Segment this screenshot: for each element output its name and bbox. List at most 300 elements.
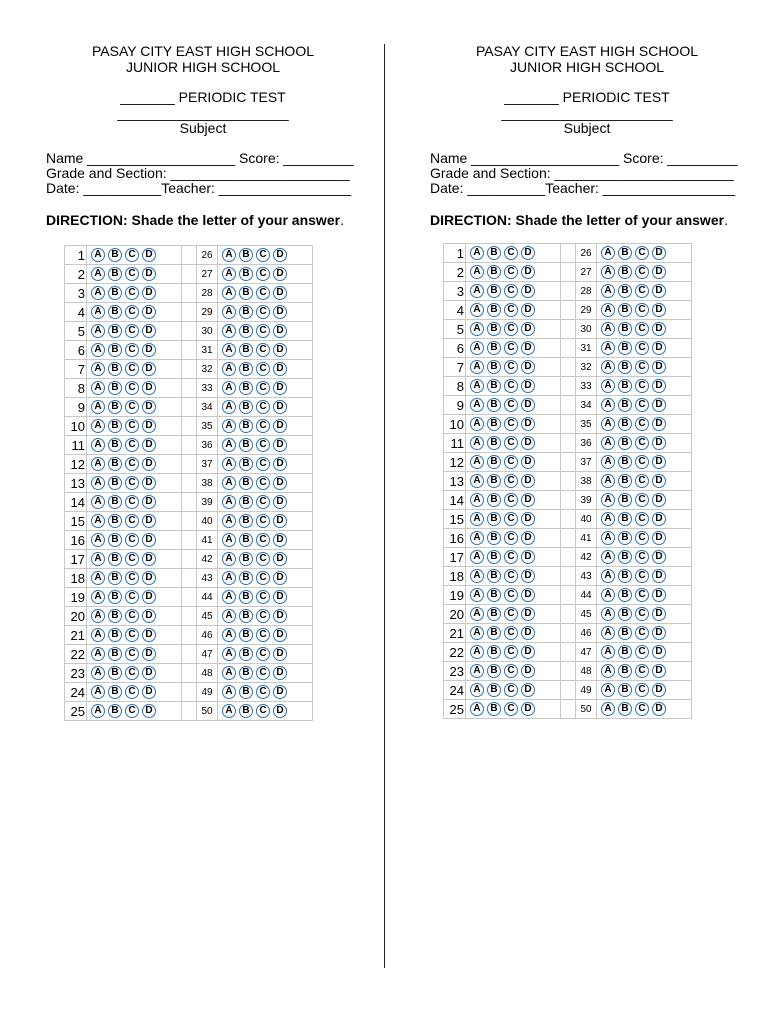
bubble-a[interactable]: A [222, 628, 236, 642]
bubble-d[interactable]: D [521, 303, 535, 317]
bubble-b[interactable]: B [487, 341, 501, 355]
bubble-b[interactable]: B [487, 531, 501, 545]
bubble-d[interactable]: D [521, 265, 535, 279]
bubble-b[interactable]: B [108, 628, 122, 642]
bubble-b[interactable]: B [239, 628, 253, 642]
bubble-c[interactable]: C [125, 704, 139, 718]
bubble-d[interactable]: D [273, 324, 287, 338]
bubble-a[interactable]: A [91, 267, 105, 281]
bubble-d[interactable]: D [521, 417, 535, 431]
bubble-d[interactable]: D [652, 493, 666, 507]
bubble-a[interactable]: A [470, 550, 484, 564]
bubble-a[interactable]: A [470, 417, 484, 431]
bubble-b[interactable]: B [487, 702, 501, 716]
bubble-d[interactable]: D [273, 400, 287, 414]
bubble-b[interactable]: B [618, 265, 632, 279]
bubble-c[interactable]: C [504, 379, 518, 393]
bubble-b[interactable]: B [618, 284, 632, 298]
bubble-c[interactable]: C [504, 455, 518, 469]
bubble-c[interactable]: C [256, 476, 270, 490]
bubble-a[interactable]: A [470, 569, 484, 583]
bubble-b[interactable]: B [239, 552, 253, 566]
bubble-d[interactable]: D [142, 305, 156, 319]
bubble-c[interactable]: C [125, 666, 139, 680]
bubble-c[interactable]: C [635, 246, 649, 260]
bubble-b[interactable]: B [108, 685, 122, 699]
bubble-b[interactable]: B [239, 609, 253, 623]
bubble-b[interactable]: B [239, 647, 253, 661]
bubble-c[interactable]: C [125, 495, 139, 509]
bubble-a[interactable]: A [601, 436, 615, 450]
bubble-d[interactable]: D [521, 626, 535, 640]
bubble-a[interactable]: A [601, 474, 615, 488]
bubble-c[interactable]: C [635, 265, 649, 279]
bubble-c[interactable]: C [635, 493, 649, 507]
bubble-a[interactable]: A [601, 531, 615, 545]
bubble-c[interactable]: C [256, 533, 270, 547]
bubble-c[interactable]: C [504, 303, 518, 317]
bubble-d[interactable]: D [521, 341, 535, 355]
bubble-b[interactable]: B [108, 495, 122, 509]
bubble-a[interactable]: A [91, 533, 105, 547]
bubble-a[interactable]: A [222, 685, 236, 699]
bubble-d[interactable]: D [521, 398, 535, 412]
bubble-d[interactable]: D [521, 436, 535, 450]
bubble-d[interactable]: D [142, 514, 156, 528]
bubble-b[interactable]: B [618, 569, 632, 583]
bubble-b[interactable]: B [108, 305, 122, 319]
bubble-c[interactable]: C [256, 628, 270, 642]
bubble-b[interactable]: B [239, 704, 253, 718]
bubble-d[interactable]: D [652, 341, 666, 355]
bubble-d[interactable]: D [521, 512, 535, 526]
bubble-d[interactable]: D [652, 360, 666, 374]
bubble-c[interactable]: C [256, 514, 270, 528]
bubble-d[interactable]: D [142, 457, 156, 471]
bubble-a[interactable]: A [470, 360, 484, 374]
bubble-a[interactable]: A [222, 343, 236, 357]
bubble-b[interactable]: B [239, 400, 253, 414]
bubble-d[interactable]: D [273, 457, 287, 471]
bubble-d[interactable]: D [142, 286, 156, 300]
bubble-d[interactable]: D [273, 590, 287, 604]
bubble-c[interactable]: C [256, 248, 270, 262]
bubble-b[interactable]: B [239, 495, 253, 509]
bubble-c[interactable]: C [635, 702, 649, 716]
bubble-a[interactable]: A [91, 343, 105, 357]
bubble-b[interactable]: B [239, 476, 253, 490]
bubble-c[interactable]: C [256, 704, 270, 718]
bubble-c[interactable]: C [504, 588, 518, 602]
bubble-c[interactable]: C [504, 417, 518, 431]
bubble-d[interactable]: D [142, 609, 156, 623]
bubble-a[interactable]: A [91, 704, 105, 718]
bubble-c[interactable]: C [635, 455, 649, 469]
bubble-d[interactable]: D [142, 381, 156, 395]
bubble-d[interactable]: D [652, 531, 666, 545]
bubble-d[interactable]: D [142, 419, 156, 433]
bubble-b[interactable]: B [487, 265, 501, 279]
bubble-a[interactable]: A [601, 702, 615, 716]
bubble-d[interactable]: D [142, 438, 156, 452]
bubble-a[interactable]: A [601, 664, 615, 678]
bubble-d[interactable]: D [273, 286, 287, 300]
bubble-a[interactable]: A [601, 341, 615, 355]
bubble-c[interactable]: C [635, 626, 649, 640]
bubble-c[interactable]: C [256, 267, 270, 281]
bubble-d[interactable]: D [521, 550, 535, 564]
bubble-a[interactable]: A [601, 246, 615, 260]
bubble-b[interactable]: B [239, 571, 253, 585]
bubble-a[interactable]: A [91, 495, 105, 509]
bubble-c[interactable]: C [504, 531, 518, 545]
bubble-c[interactable]: C [635, 683, 649, 697]
bubble-b[interactable]: B [239, 362, 253, 376]
bubble-d[interactable]: D [142, 685, 156, 699]
bubble-d[interactable]: D [273, 628, 287, 642]
bubble-d[interactable]: D [142, 324, 156, 338]
bubble-a[interactable]: A [91, 476, 105, 490]
bubble-b[interactable]: B [487, 550, 501, 564]
bubble-a[interactable]: A [222, 533, 236, 547]
bubble-a[interactable]: A [470, 322, 484, 336]
bubble-b[interactable]: B [108, 647, 122, 661]
bubble-d[interactable]: D [142, 343, 156, 357]
bubble-b[interactable]: B [618, 607, 632, 621]
bubble-b[interactable]: B [108, 400, 122, 414]
bubble-b[interactable]: B [108, 609, 122, 623]
bubble-c[interactable]: C [635, 322, 649, 336]
bubble-d[interactable]: D [273, 514, 287, 528]
bubble-c[interactable]: C [125, 400, 139, 414]
bubble-b[interactable]: B [239, 343, 253, 357]
bubble-d[interactable]: D [521, 455, 535, 469]
bubble-b[interactable]: B [487, 398, 501, 412]
bubble-c[interactable]: C [125, 476, 139, 490]
bubble-b[interactable]: B [487, 569, 501, 583]
bubble-c[interactable]: C [635, 512, 649, 526]
bubble-a[interactable]: A [601, 303, 615, 317]
bubble-a[interactable]: A [601, 398, 615, 412]
bubble-a[interactable]: A [222, 571, 236, 585]
bubble-d[interactable]: D [142, 647, 156, 661]
bubble-c[interactable]: C [125, 324, 139, 338]
bubble-a[interactable]: A [91, 628, 105, 642]
bubble-b[interactable]: B [618, 455, 632, 469]
bubble-b[interactable]: B [108, 457, 122, 471]
bubble-d[interactable]: D [273, 647, 287, 661]
bubble-c[interactable]: C [125, 419, 139, 433]
bubble-d[interactable]: D [142, 666, 156, 680]
bubble-b[interactable]: B [618, 626, 632, 640]
bubble-d[interactable]: D [521, 702, 535, 716]
bubble-c[interactable]: C [256, 495, 270, 509]
bubble-d[interactable]: D [652, 436, 666, 450]
bubble-d[interactable]: D [652, 474, 666, 488]
bubble-a[interactable]: A [91, 305, 105, 319]
bubble-c[interactable]: C [256, 419, 270, 433]
bubble-a[interactable]: A [470, 512, 484, 526]
bubble-b[interactable]: B [108, 248, 122, 262]
bubble-d[interactable]: D [273, 419, 287, 433]
bubble-c[interactable]: C [256, 647, 270, 661]
bubble-b[interactable]: B [108, 666, 122, 680]
bubble-b[interactable]: B [618, 493, 632, 507]
bubble-a[interactable]: A [222, 438, 236, 452]
bubble-d[interactable]: D [521, 569, 535, 583]
bubble-d[interactable]: D [521, 645, 535, 659]
bubble-a[interactable]: A [91, 457, 105, 471]
bubble-d[interactable]: D [273, 533, 287, 547]
bubble-b[interactable]: B [487, 474, 501, 488]
bubble-a[interactable]: A [601, 683, 615, 697]
bubble-b[interactable]: B [618, 588, 632, 602]
bubble-b[interactable]: B [618, 341, 632, 355]
bubble-a[interactable]: A [601, 265, 615, 279]
bubble-a[interactable]: A [601, 588, 615, 602]
bubble-d[interactable]: D [142, 248, 156, 262]
bubble-c[interactable]: C [635, 550, 649, 564]
bubble-d[interactable]: D [142, 552, 156, 566]
bubble-b[interactable]: B [487, 360, 501, 374]
bubble-c[interactable]: C [635, 303, 649, 317]
bubble-c[interactable]: C [125, 305, 139, 319]
bubble-a[interactable]: A [222, 286, 236, 300]
bubble-b[interactable]: B [487, 683, 501, 697]
bubble-b[interactable]: B [618, 379, 632, 393]
bubble-c[interactable]: C [256, 666, 270, 680]
bubble-c[interactable]: C [125, 381, 139, 395]
bubble-d[interactable]: D [273, 609, 287, 623]
bubble-d[interactable]: D [521, 360, 535, 374]
bubble-a[interactable]: A [601, 417, 615, 431]
bubble-a[interactable]: A [91, 248, 105, 262]
bubble-a[interactable]: A [470, 531, 484, 545]
bubble-d[interactable]: D [652, 664, 666, 678]
bubble-d[interactable]: D [652, 284, 666, 298]
bubble-a[interactable]: A [470, 607, 484, 621]
bubble-d[interactable]: D [652, 379, 666, 393]
bubble-b[interactable]: B [108, 704, 122, 718]
bubble-a[interactable]: A [91, 514, 105, 528]
bubble-c[interactable]: C [125, 533, 139, 547]
bubble-a[interactable]: A [601, 493, 615, 507]
bubble-d[interactable]: D [273, 685, 287, 699]
bubble-d[interactable]: D [142, 400, 156, 414]
bubble-a[interactable]: A [470, 284, 484, 298]
bubble-c[interactable]: C [256, 590, 270, 604]
bubble-d[interactable]: D [273, 552, 287, 566]
bubble-c[interactable]: C [504, 569, 518, 583]
bubble-d[interactable]: D [652, 588, 666, 602]
bubble-c[interactable]: C [635, 379, 649, 393]
bubble-b[interactable]: B [239, 514, 253, 528]
bubble-b[interactable]: B [108, 571, 122, 585]
bubble-a[interactable]: A [222, 324, 236, 338]
bubble-d[interactable]: D [273, 381, 287, 395]
bubble-a[interactable]: A [470, 626, 484, 640]
bubble-b[interactable]: B [618, 322, 632, 336]
bubble-d[interactable]: D [521, 379, 535, 393]
bubble-a[interactable]: A [601, 550, 615, 564]
bubble-c[interactable]: C [504, 550, 518, 564]
bubble-b[interactable]: B [239, 438, 253, 452]
bubble-b[interactable]: B [618, 550, 632, 564]
bubble-a[interactable]: A [470, 664, 484, 678]
bubble-c[interactable]: C [125, 628, 139, 642]
bubble-b[interactable]: B [487, 588, 501, 602]
bubble-a[interactable]: A [470, 588, 484, 602]
bubble-c[interactable]: C [256, 685, 270, 699]
bubble-b[interactable]: B [487, 417, 501, 431]
bubble-a[interactable]: A [222, 514, 236, 528]
bubble-a[interactable]: A [222, 400, 236, 414]
bubble-a[interactable]: A [91, 647, 105, 661]
bubble-a[interactable]: A [91, 381, 105, 395]
bubble-a[interactable]: A [470, 455, 484, 469]
bubble-b[interactable]: B [487, 645, 501, 659]
bubble-d[interactable]: D [273, 305, 287, 319]
bubble-c[interactable]: C [635, 664, 649, 678]
bubble-c[interactable]: C [125, 248, 139, 262]
bubble-c[interactable]: C [256, 343, 270, 357]
bubble-d[interactable]: D [521, 246, 535, 260]
bubble-c[interactable]: C [635, 569, 649, 583]
bubble-a[interactable]: A [470, 398, 484, 412]
bubble-a[interactable]: A [91, 419, 105, 433]
bubble-d[interactable]: D [652, 607, 666, 621]
bubble-c[interactable]: C [256, 362, 270, 376]
bubble-a[interactable]: A [91, 362, 105, 376]
bubble-d[interactable]: D [652, 322, 666, 336]
bubble-a[interactable]: A [470, 436, 484, 450]
bubble-b[interactable]: B [618, 645, 632, 659]
bubble-a[interactable]: A [91, 685, 105, 699]
bubble-d[interactable]: D [652, 265, 666, 279]
bubble-c[interactable]: C [635, 607, 649, 621]
bubble-a[interactable]: A [222, 704, 236, 718]
bubble-a[interactable]: A [91, 286, 105, 300]
bubble-d[interactable]: D [142, 628, 156, 642]
bubble-b[interactable]: B [108, 267, 122, 281]
bubble-c[interactable]: C [504, 246, 518, 260]
bubble-b[interactable]: B [108, 343, 122, 357]
bubble-d[interactable]: D [142, 533, 156, 547]
bubble-a[interactable]: A [470, 379, 484, 393]
bubble-d[interactable]: D [652, 303, 666, 317]
bubble-a[interactable]: A [222, 267, 236, 281]
bubble-b[interactable]: B [618, 246, 632, 260]
bubble-a[interactable]: A [91, 400, 105, 414]
bubble-a[interactable]: A [91, 552, 105, 566]
bubble-c[interactable]: C [504, 436, 518, 450]
bubble-b[interactable]: B [108, 381, 122, 395]
bubble-b[interactable]: B [108, 324, 122, 338]
bubble-d[interactable]: D [142, 476, 156, 490]
bubble-d[interactable]: D [521, 588, 535, 602]
bubble-b[interactable]: B [239, 248, 253, 262]
bubble-b[interactable]: B [487, 607, 501, 621]
bubble-d[interactable]: D [273, 476, 287, 490]
bubble-b[interactable]: B [487, 664, 501, 678]
bubble-c[interactable]: C [256, 609, 270, 623]
bubble-d[interactable]: D [142, 267, 156, 281]
bubble-c[interactable]: C [635, 645, 649, 659]
bubble-c[interactable]: C [256, 305, 270, 319]
bubble-c[interactable]: C [504, 702, 518, 716]
bubble-c[interactable]: C [125, 267, 139, 281]
bubble-b[interactable]: B [618, 512, 632, 526]
bubble-b[interactable]: B [239, 286, 253, 300]
bubble-d[interactable]: D [652, 702, 666, 716]
bubble-c[interactable]: C [125, 685, 139, 699]
bubble-b[interactable]: B [487, 436, 501, 450]
bubble-b[interactable]: B [108, 552, 122, 566]
bubble-c[interactable]: C [504, 645, 518, 659]
bubble-b[interactable]: B [487, 246, 501, 260]
bubble-d[interactable]: D [652, 398, 666, 412]
bubble-b[interactable]: B [108, 419, 122, 433]
bubble-d[interactable]: D [521, 474, 535, 488]
bubble-b[interactable]: B [618, 683, 632, 697]
bubble-a[interactable]: A [601, 626, 615, 640]
bubble-b[interactable]: B [618, 417, 632, 431]
bubble-a[interactable]: A [601, 322, 615, 336]
bubble-b[interactable]: B [239, 324, 253, 338]
bubble-b[interactable]: B [239, 666, 253, 680]
bubble-c[interactable]: C [125, 552, 139, 566]
bubble-d[interactable]: D [142, 590, 156, 604]
bubble-c[interactable]: C [125, 514, 139, 528]
bubble-a[interactable]: A [222, 381, 236, 395]
bubble-b[interactable]: B [487, 512, 501, 526]
bubble-a[interactable]: A [470, 265, 484, 279]
bubble-c[interactable]: C [256, 381, 270, 395]
bubble-b[interactable]: B [487, 455, 501, 469]
bubble-a[interactable]: A [601, 645, 615, 659]
bubble-d[interactable]: D [652, 550, 666, 564]
bubble-c[interactable]: C [256, 457, 270, 471]
bubble-b[interactable]: B [239, 533, 253, 547]
bubble-c[interactable]: C [635, 436, 649, 450]
bubble-a[interactable]: A [222, 590, 236, 604]
bubble-d[interactable]: D [652, 683, 666, 697]
bubble-c[interactable]: C [125, 286, 139, 300]
bubble-d[interactable]: D [521, 664, 535, 678]
bubble-b[interactable]: B [108, 362, 122, 376]
bubble-c[interactable]: C [504, 664, 518, 678]
bubble-b[interactable]: B [618, 360, 632, 374]
bubble-b[interactable]: B [108, 590, 122, 604]
bubble-a[interactable]: A [470, 341, 484, 355]
bubble-c[interactable]: C [504, 265, 518, 279]
bubble-b[interactable]: B [239, 457, 253, 471]
bubble-a[interactable]: A [601, 569, 615, 583]
bubble-b[interactable]: B [618, 664, 632, 678]
bubble-d[interactable]: D [521, 683, 535, 697]
bubble-a[interactable]: A [222, 457, 236, 471]
bubble-b[interactable]: B [618, 303, 632, 317]
bubble-d[interactable]: D [273, 666, 287, 680]
bubble-c[interactable]: C [125, 343, 139, 357]
bubble-d[interactable]: D [273, 571, 287, 585]
bubble-c[interactable]: C [504, 341, 518, 355]
bubble-b[interactable]: B [108, 514, 122, 528]
bubble-c[interactable]: C [635, 360, 649, 374]
bubble-a[interactable]: A [91, 324, 105, 338]
bubble-b[interactable]: B [487, 303, 501, 317]
bubble-a[interactable]: A [222, 248, 236, 262]
